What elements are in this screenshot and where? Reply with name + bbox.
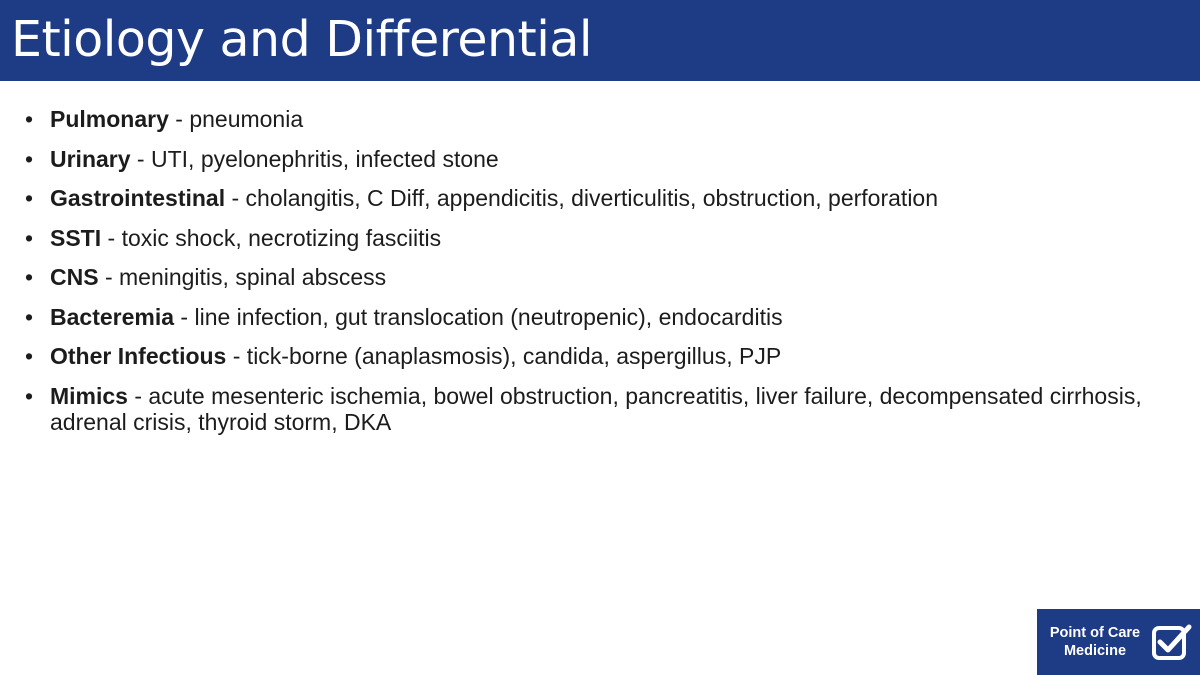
bullet-dot: • [25, 382, 34, 409]
bullet-detail: - UTI, pyelonephritis, infected stone [130, 145, 499, 172]
bullet-detail: - meningitis, spinal abscess [98, 264, 387, 290]
bullet-item [25, 304, 1165, 330]
bullet-item [25, 146, 1165, 172]
bullet-detail: - toxic shock, necrotizing fasciitis [101, 224, 442, 251]
bullet-dot: • [25, 264, 34, 290]
bullet-term: SSTI [50, 224, 102, 251]
bullet-detail: - pneumonia [168, 106, 304, 132]
bullet-term: Urinary [50, 145, 131, 172]
bullet-item [25, 343, 1165, 369]
bullet-term: Pulmonary [50, 106, 169, 132]
bullet-item [25, 106, 1165, 132]
bullet-dot: • [25, 343, 34, 369]
bullet-list [25, 106, 1165, 448]
bullet-dot: • [25, 145, 34, 172]
bullet-item [25, 185, 1165, 211]
bullet-term: Bacteremia [50, 303, 175, 330]
bullet-item [25, 383, 1165, 435]
bullet-dot: • [25, 303, 34, 330]
logo-line-1: Point of Care [1049, 625, 1141, 641]
logo-line-2: Medicine [1063, 643, 1127, 659]
bullet-term: Other Infectious [50, 343, 227, 369]
bullet-detail: - line infection, gut translocation (neutropenic), endocarditis [174, 303, 783, 330]
slide-title: Etiology and Differential [11, 11, 593, 68]
bullet-item [25, 264, 1165, 290]
bullet-detail: - acute mesenteric ischemia, bowel obstruction, pancreatitis, liver failure, decompensated cirrhosis, adrenal crisis, thyroid storm, DKA [50, 382, 1142, 435]
bullet-term: Gastrointestinal [50, 185, 226, 211]
bullet-detail: - tick-borne (anaplasmosis), candida, aspergillus, PJP [226, 343, 782, 369]
bullet-detail: - cholangitis, C Diff, appendicitis, diverticulitis, obstruction, perforation [225, 185, 939, 211]
title-bar [0, 0, 1200, 81]
bullet-item [25, 225, 1165, 251]
checkbox-check-icon [1151, 622, 1193, 662]
bullet-dot: • [25, 106, 34, 132]
logo [1037, 609, 1200, 675]
bullet-dot: • [25, 185, 34, 211]
bullet-dot: • [25, 224, 34, 251]
logo-text [1043, 624, 1147, 660]
bullet-term: CNS [50, 264, 99, 290]
bullet-term: Mimics [50, 382, 128, 409]
